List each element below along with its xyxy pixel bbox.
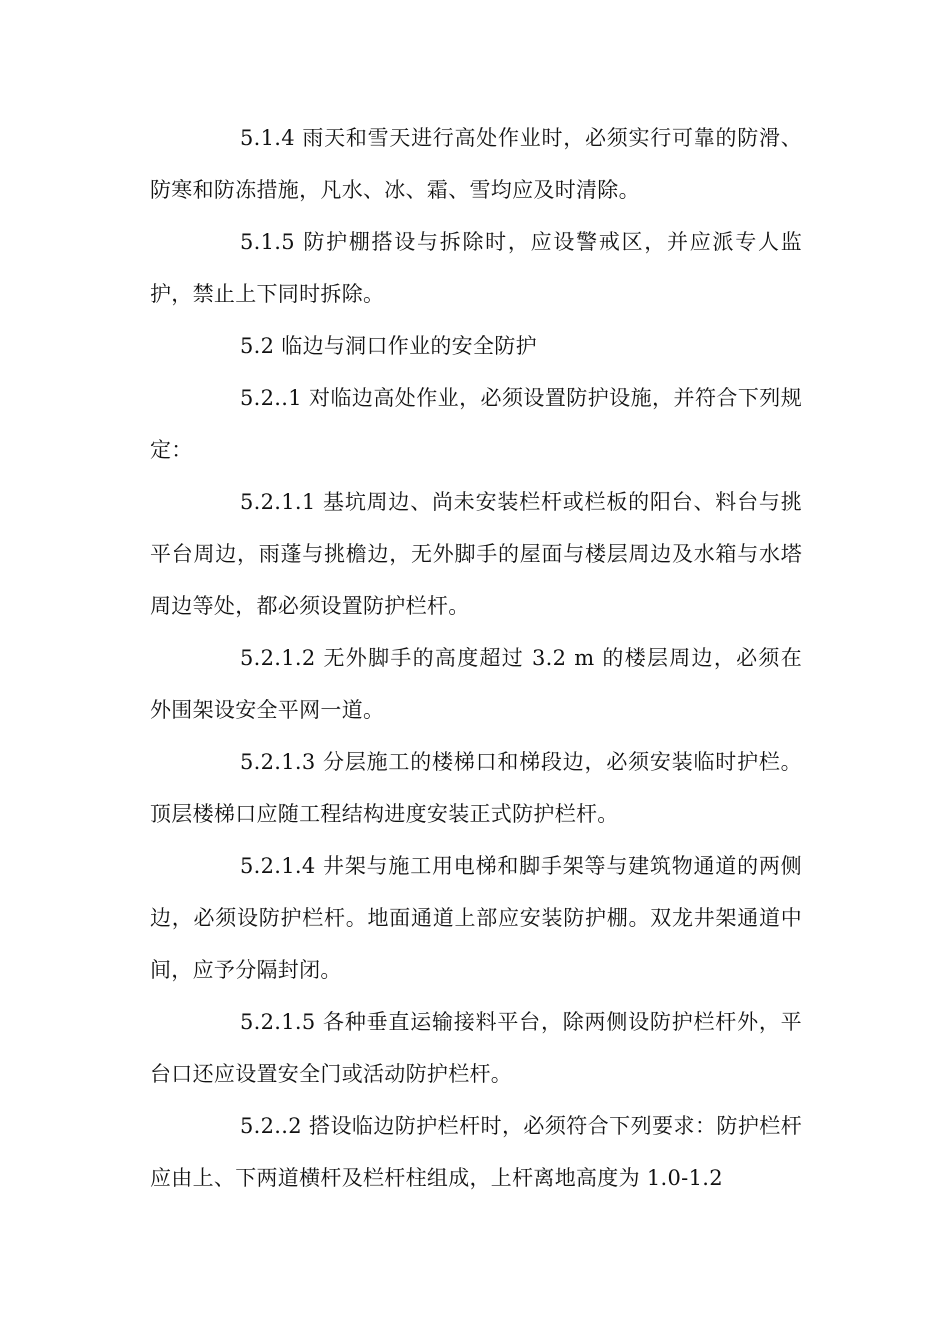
paragraph-5-2-1-4: 5.2.1.4 井架与施工用电梯和脚手架等与建筑物通道的两侧边，必须设防护栏杆。地面通道上部应安装防护棚。双龙井架通道中间，应予分隔封闭。 [150,854,802,982]
paragraph-5-2-2: 5.2..2 搭设临边防护栏杆时，必须符合下列要求：防护栏杆应由上、下两道横杆及栏杆柱组成，上杆离地高度为 1.0-1.2 [150,1114,802,1190]
document-body [150,112,802,1204]
paragraph-5-2-1: 5.2..1 对临边高处作业，必须设置防护设施，并符合下列规定： [150,386,802,462]
paragraph-5-2-1-2: 5.2.1.2 无外脚手的高度超过 3.2 m 的楼层周边，必须在外围架设安全平网一道。 [150,646,802,722]
paragraph-5-1-4: 5.1.4 雨天和雪天进行高处作业时，必须实行可靠的防滑、防寒和防冻措施，凡水、冰、霜、雪均应及时清除。 [150,126,802,202]
paragraph-5-2-1-3: 5.2.1.3 分层施工的楼梯口和梯段边，必须安装临时护栏。顶层楼梯口应随工程结构进度安装正式防护栏杆。 [150,750,802,826]
section-heading-5-2: 5.2 临边与洞口作业的安全防护 [240,334,537,358]
paragraph-5-1-5: 5.1.5 防护棚搭设与拆除时，应设警戒区，并应派专人监护，禁止上下同时拆除。 [150,230,802,306]
paragraph-5-2-1-1: 5.2.1.1 基坑周边、尚未安装栏杆或栏板的阳台、料台与挑平台周边，雨蓬与挑檐边，无外脚手的屋面与楼层周边及水箱与水塔周边等处，都必须设置防护栏杆。 [150,490,802,618]
paragraph-5-2-1-5: 5.2.1.5 各种垂直运输接料平台，除两侧设防护栏杆外，平台口还应设置安全门或活动防护栏杆。 [150,1010,802,1086]
